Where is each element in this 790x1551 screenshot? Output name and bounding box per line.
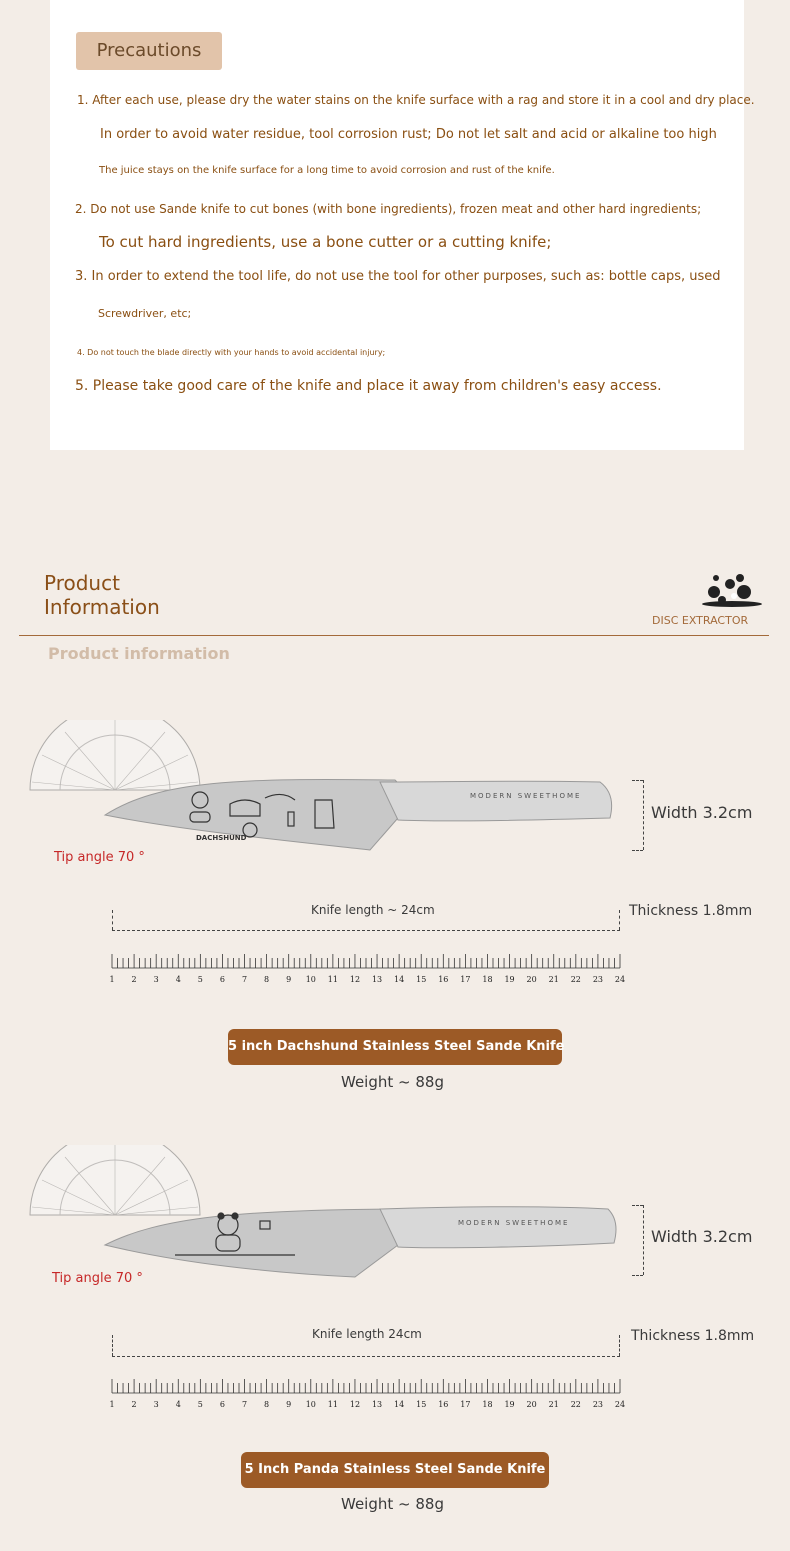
ruler-tick-label: 12 (349, 1400, 361, 1409)
precaution-line-9: 5. Please take good care of the knife and place it away from children's easy access. (75, 378, 662, 394)
ruler-tick-label: 9 (286, 975, 292, 984)
ruler-tick-label: 3 (153, 975, 159, 984)
precaution-line-7: Screwdriver, etc; (98, 307, 192, 320)
ruler-tick-label: 10 (305, 1400, 316, 1409)
ruler-tick-label: 24 (614, 1400, 626, 1409)
ruler-tick-label: 7 (241, 1400, 248, 1409)
ruler-tick-label: 9 (286, 1400, 292, 1409)
protractor-icon (30, 720, 200, 790)
ruler-tick-label: 11 (327, 975, 338, 984)
blade-text-1: DACHSHUND (196, 834, 247, 842)
ruler-tick-label: 19 (504, 1400, 515, 1409)
precautions-title: Precautions (76, 32, 222, 70)
ruler-tick-label: 2 (131, 1400, 137, 1409)
ruler-tick-label: 22 (570, 1400, 581, 1409)
width-marker-1 (643, 780, 644, 850)
ruler-tick-label: 22 (570, 975, 581, 984)
ruler-tick-label: 10 (305, 975, 316, 984)
ruler-tick-label: 21 (548, 1400, 559, 1409)
ruler-tick-label: 17 (460, 1400, 471, 1409)
precaution-line-1: 1. After each use, please dry the water stains on the knife surface with a rag and store it in a cool and dry place. (77, 93, 755, 107)
ruler-tick-label: 5 (197, 975, 203, 984)
weight-label-2: Weight ~ 88g (341, 1495, 444, 1513)
ruler-tick-label: 1 (109, 975, 115, 984)
ruler-tick-label: 2 (131, 975, 137, 984)
ruler-tick-label: 4 (175, 1400, 181, 1409)
tip-angle-label-1: Tip angle 70 ° (54, 850, 145, 865)
ruler-tick-label: 8 (264, 1400, 270, 1409)
ruler-tick-label: 20 (526, 1400, 537, 1409)
length-marker-2 (112, 1356, 620, 1357)
ruler-tick-label: 8 (264, 975, 270, 984)
ruler-tick-label: 18 (482, 975, 493, 984)
width-label-2: Width 3.2cm (651, 1227, 753, 1246)
product-information-title (44, 571, 160, 619)
panda-logo-icon (700, 570, 764, 612)
product-name-badge-2: 5 Inch Panda Stainless Steel Sande Knife (241, 1452, 549, 1488)
precaution-line-3: The juice stays on the knife surface for a long time to avoid corrosion and rust of the knife. (99, 165, 555, 176)
ruler-tick-label: 19 (504, 975, 515, 984)
ruler-tick-label: 6 (219, 975, 225, 984)
product-name-badge-1: 5 inch Dachshund Stainless Steel Sande Knife (228, 1029, 562, 1065)
brand-label: DISC EXTRACTOR (652, 614, 749, 627)
width-label-1: Width 3.2cm (651, 803, 753, 822)
thickness-label-2: Thickness 1.8mm (631, 1328, 755, 1344)
ruler-tick-label: 5 (197, 1400, 203, 1409)
precaution-line-6: 3. In order to extend the tool life, do not use the tool for other purposes, such as: bottle caps, used (75, 269, 721, 284)
ruler-tick-label: 12 (349, 975, 361, 984)
ruler-tick-label: 17 (460, 975, 471, 984)
ruler-tick-label: 6 (219, 1400, 225, 1409)
ruler-tick-label: 15 (416, 1400, 427, 1409)
length-marker-1 (112, 930, 620, 931)
tip-angle-label-2: Tip angle 70 ° (52, 1271, 143, 1286)
precaution-line-5: To cut hard ingredients, use a bone cutter or a cutting knife; (99, 233, 552, 251)
ruler-tick-label: 18 (482, 1400, 493, 1409)
knife-section-2 (0, 1145, 790, 1545)
ruler-tick-label: 21 (548, 975, 559, 984)
thickness-label-1: Thickness 1.8mm (629, 903, 753, 919)
handle-brand-text-2: MODERN SWEETHOME (458, 1219, 570, 1227)
product-information-title-line2: Information (44, 595, 160, 619)
width-marker-2 (643, 1205, 644, 1275)
ruler-tick-label: 20 (526, 975, 537, 984)
ruler-tick-label: 4 (175, 975, 181, 984)
precaution-line-8: 4. Do not touch the blade directly with your hands to avoid accidental injury; (77, 348, 386, 357)
knife-length-label-2: Knife length 24cm (312, 1327, 422, 1341)
ruler-tick-label: 11 (327, 1400, 338, 1409)
section-divider (19, 635, 769, 636)
knife-section-1 (0, 720, 790, 1120)
weight-label-1: Weight ~ 88g (341, 1073, 444, 1091)
ruler-tick-label: 23 (592, 1400, 604, 1409)
knife-image-dachshund (20, 720, 640, 860)
handle-brand-text-1: MODERN SWEETHOME (470, 792, 582, 800)
ruler-tick-label: 14 (394, 1400, 405, 1409)
precaution-line-4: 2. Do not use Sande knife to cut bones (with bone ingredients), frozen meat and other hard ingredients; (75, 202, 702, 216)
knife-length-label-1: Knife length ~ 24cm (311, 903, 435, 917)
product-information-subtitle: Product information (48, 644, 230, 663)
knife-image-panda (20, 1145, 640, 1285)
ruler-tick-label: 13 (371, 1400, 383, 1409)
product-information-title-line1: Product (44, 571, 120, 595)
ruler-1 (108, 952, 628, 992)
ruler-tick-label: 7 (241, 975, 248, 984)
ruler-tick-label: 23 (592, 975, 604, 984)
ruler-tick-label: 13 (371, 975, 383, 984)
ruler-2 (108, 1377, 628, 1417)
ruler-tick-label: 14 (394, 975, 405, 984)
precaution-line-2: In order to avoid water residue, tool corrosion rust; Do not let salt and acid or alkaline too high (100, 127, 717, 142)
ruler-tick-label: 16 (438, 975, 449, 984)
ruler-tick-label: 16 (438, 1400, 449, 1409)
ruler-tick-label: 3 (153, 1400, 159, 1409)
ruler-tick-label: 24 (614, 975, 626, 984)
protractor-icon (30, 1145, 200, 1215)
ruler-tick-label: 1 (109, 1400, 115, 1409)
ruler-tick-label: 15 (416, 975, 427, 984)
